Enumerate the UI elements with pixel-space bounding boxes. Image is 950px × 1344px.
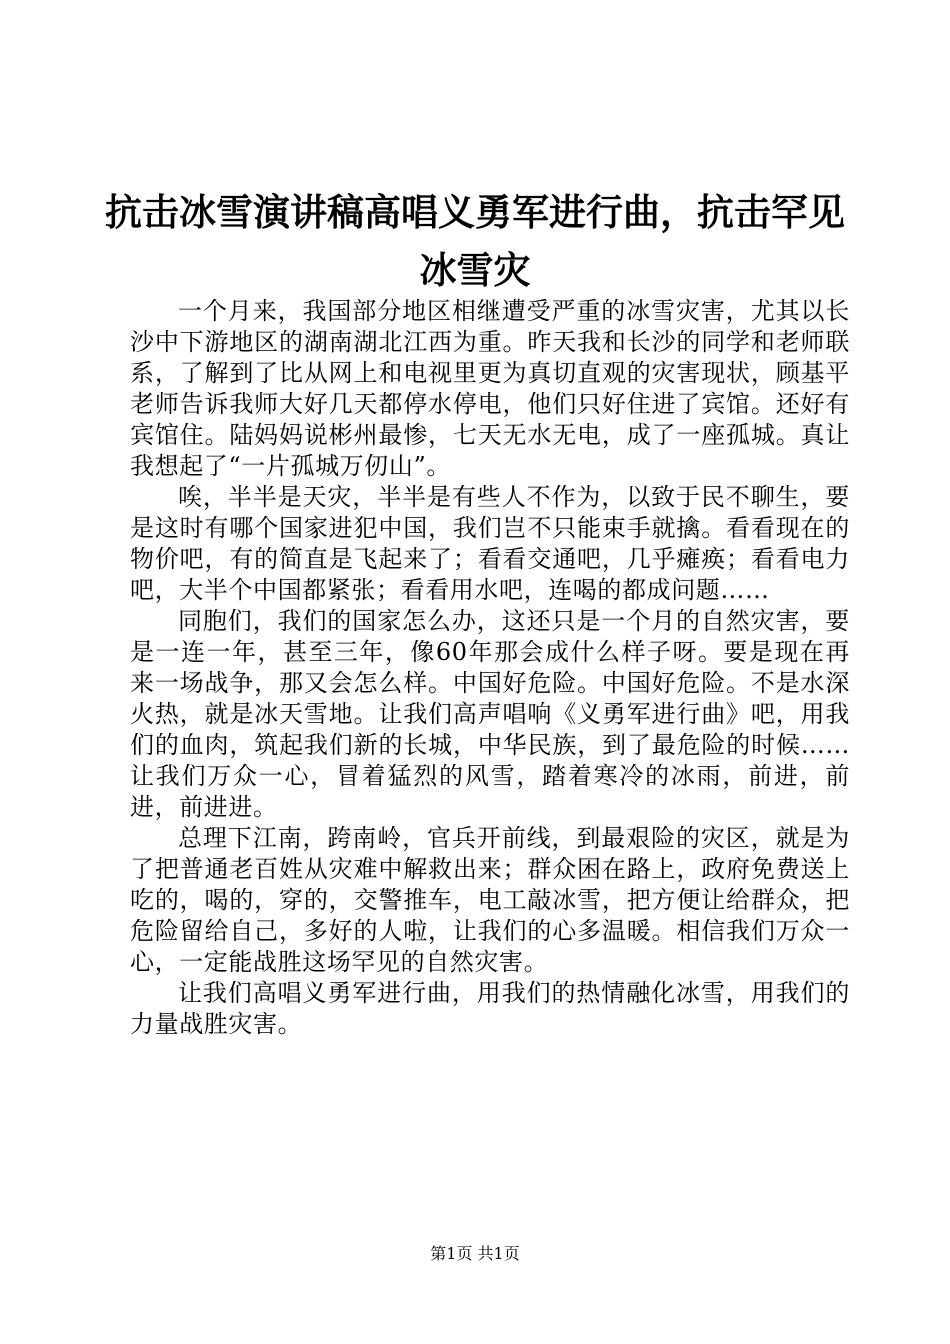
paragraph-3: 同胞们，我们的国家怎么办，这还只是一个月的自然灾害，要是一连一年，甚至三年，像60年那会成什么样子呀。要是现在再来一场战争，那又会怎么样。中国好危险。中国好危险。不是水深火热，就是冰天雪地。让我们高声唱响《义勇军进行曲》吧，用我们的血肉，筑起我们新的长城，中华民族，到了最危险的时候……让我们万众一心，冒着猛烈的风雪，踏着寒冷的冰雨，前进，前进，前进进。 <box>130 607 850 821</box>
paragraph-4: 总理下江南，跨南岭，官兵开前线，到最艰险的灾区，就是为了把普通老百姓从灾难中解救出来；群众困在路上，政府免费送上吃的，喝的，穿的，交警推车，电工敲冰雪，把方便让给群众，把危险留给自己，多好的人啦，让我们的心多温暖。相信我们万众一心，一定能战胜这场罕见的自然灾害。 <box>130 824 850 976</box>
document-title: 抗击冰雪演讲稿高唱义勇军进行曲，抗击罕见冰雪灾 <box>105 190 845 292</box>
page-number-footer: 第1页 共1页 <box>430 1244 520 1263</box>
paragraph-2: 唉，半半是天灾，半半是有些人不作为，以致于民不聊生，要是这时有哪个国家进犯中国，我们岂不只能束手就擒。看看现在的物价吧，有的简直是飞起来了；看看交通吧，几乎瘫痪；看看电力吧，大半个中国都紧张；看看用水吧，连喝的都成问题…… <box>130 483 850 604</box>
paragraph-5: 让我们高唱义勇军进行曲，用我们的热情融化冰雪，用我们的力量战胜灾害。 <box>130 979 850 1038</box>
paragraph-1: 一个月来，我国部分地区相继遭受严重的冰雪灾害，尤其以长沙中下游地区的湖南湖北江西为重。昨天我和长沙的同学和老师联系，了解到了比从网上和电视里更为真切直观的灾害现状，顾基平老师告诉我师大好几天都停水停电，他们只好住进了宾馆。还好有宾馆住。陆妈妈说彬州最惨，七天无水无电，成了一座孤城。真让我想起了“一片孤城万仞山”。 <box>130 297 850 480</box>
document-body <box>130 296 850 1040</box>
